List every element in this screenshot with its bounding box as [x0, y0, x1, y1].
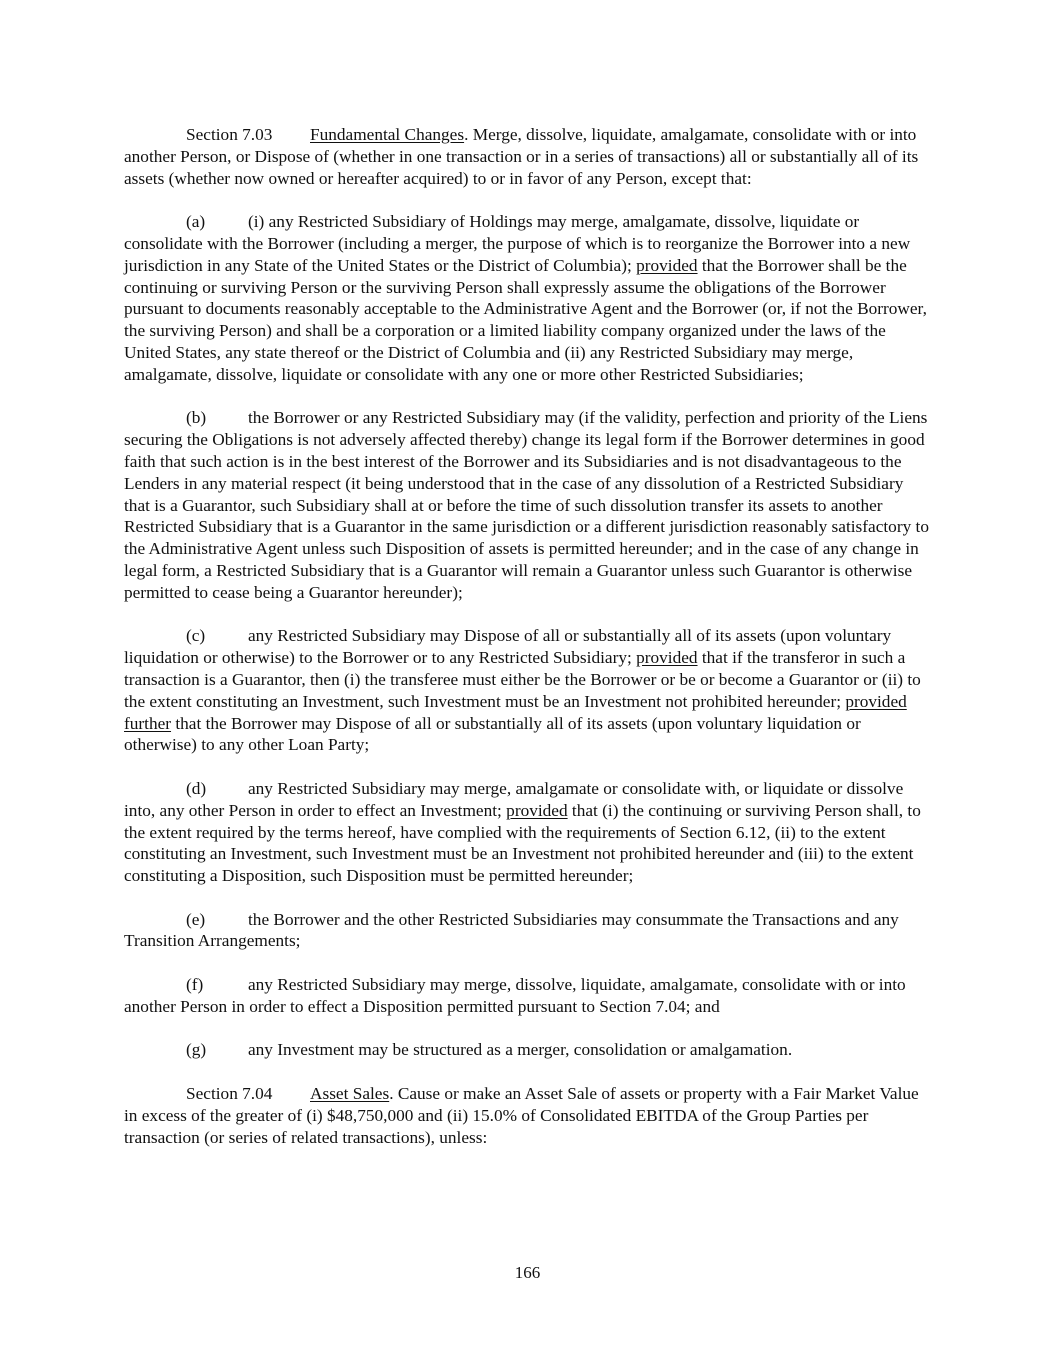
section-7-03-paragraph	[124, 124, 932, 189]
clause-label: (e)	[186, 909, 206, 929]
clause-text: any Restricted Subsidiary may merge, amalgamate or consolidate with, or liquidate or dissolve into, any other Person in order to effect an Investment;	[124, 778, 904, 820]
provided-term: provided	[636, 648, 698, 668]
clause-text: (i) any Restricted Subsidiary of Holdings may merge, amalgamate, dissolve, liquidate or consolidate with the Borrower (including a merger, the purpose of which is to reorganize the Borrower into a new jurisdiction in any State of the United States or the District of Columbia);	[124, 212, 911, 275]
clause-text: that if the transferor in such a transaction is a Guarantor, then (i) the transferee must either be the Borrower or be or become a Guarantor or (ii) to the extent constituting an Investment, such Investment must be an Investment not prohibited hereunder;	[124, 648, 921, 711]
clause-d	[124, 778, 932, 887]
provided-term: provided	[845, 691, 907, 711]
clause-label: (b)	[186, 408, 207, 428]
clause-label: (a)	[186, 212, 206, 232]
section-number: Section 7.03	[186, 125, 273, 144]
section-text: . Cause or make an Asset Sale of assets or property with a Fair Market Value in excess of the greater of (i) $48,750,000 and (ii) 15.0% of Consolidated EBITDA of the Group Parties per transaction (or series of related transactions), unless:	[124, 1084, 919, 1147]
section-heading: Fundamental Changes	[310, 125, 465, 144]
provided-term: provided	[636, 255, 698, 275]
clause-text: any Restricted Subsidiary may Dispose of all or substantially all of its assets (upon voluntary liquidation or otherwise) to the Borrower or to any Restricted Subsidiary;	[124, 626, 892, 668]
clause-b	[124, 407, 932, 603]
section-number: Section 7.04	[186, 1084, 273, 1104]
clause-label: (f)	[186, 975, 204, 995]
clause-text: that (i) the continuing or surviving Person shall, to the extent required by the terms hereof, have complied with the requirements of Section 6.12, (ii) to the extent constituting an Investment, such Investment must be an Investment not prohibited hereunder and (iii) to the extent constituting a Disposition, such Disposition must be permitted hereunder;	[124, 800, 921, 886]
clause-a	[124, 211, 932, 385]
clause-f	[124, 974, 932, 1018]
document-body	[124, 124, 932, 1170]
clause-c	[124, 625, 932, 756]
section-heading: Asset Sales	[310, 1084, 390, 1104]
section-7-04-paragraph	[124, 1083, 932, 1148]
further-term: further	[124, 713, 172, 733]
clause-text: that the Borrower may Dispose of all or substantially all of its assets (upon voluntary liquidation or otherwise) to any other Loan Party;	[124, 713, 861, 755]
clause-text: the Borrower or any Restricted Subsidiary may (if the validity, perfection and priority of the Liens securing the Obligations is not adversely affected thereby) change its legal form if the Borrower determines in good faith that such action is in the best interest of the Borrower and its Subsidiaries and is not disadvantageous to the Lenders in any material respect (it being understood that in the case of any dissolution of a Restricted Subsidiary that is a Guarantor, such Subsidiary shall at or before the time of such dissolution transfer its assets to another Restricted Subsidiary that is a Guarantor in the same jurisdiction or a different jurisdiction reasonably satisfactory to the Administrative Agent unless such Disposition of assets is permitted hereunder; and in the case of any change in legal form, a Restricted Subsidiary that is a Guarantor will remain a Guarantor unless such Guarantor is otherwise permitted to cease being a Guarantor hereunder);	[124, 408, 929, 602]
page-number: 166	[514, 1263, 541, 1282]
provided-term: provided	[506, 800, 568, 820]
clause-text: the Borrower and the other Restricted Subsidiaries may consummate the Transactions and any Transition Arrangements;	[124, 909, 899, 951]
clause-g	[124, 1039, 932, 1061]
clause-text: any Restricted Subsidiary may merge, dissolve, liquidate, amalgamate, consolidate with or into another Person in order to effect a Disposition permitted pursuant to Section 7.04; and	[124, 975, 906, 1016]
clause-label: (g)	[186, 1040, 207, 1060]
clause-label: (c)	[186, 626, 206, 646]
clause-label: (d)	[186, 778, 207, 798]
section-text: . Merge, dissolve, liquidate, amalgamate, consolidate with or into another Person, or Dispose of (whether in one transaction or in a series of transactions) all or substantially all of its assets (whether now owned or hereafter acquired) to or in favor of any Person, except that:	[124, 125, 919, 188]
clause-text: any Investment may be structured as a merger, consolidation or amalgamation.	[248, 1040, 793, 1060]
clause-e	[124, 909, 932, 953]
clause-text: that the Borrower shall be the continuing or surviving Person or the surviving Person shall expressly assume the obligations of the Borrower pursuant to documents reasonably acceptable to the Administrative Agent and the Borrower (or, if not the Borrower, the surviving Person) and shall be a corporation or a limited liability company organized under the laws of the United States, any state thereof or the District of Columbia and (ii) any Restricted Subsidiary may merge, amalgamate, dissolve, liquidate or consolidate with any one or more other Restricted Subsidiaries;	[124, 255, 927, 384]
